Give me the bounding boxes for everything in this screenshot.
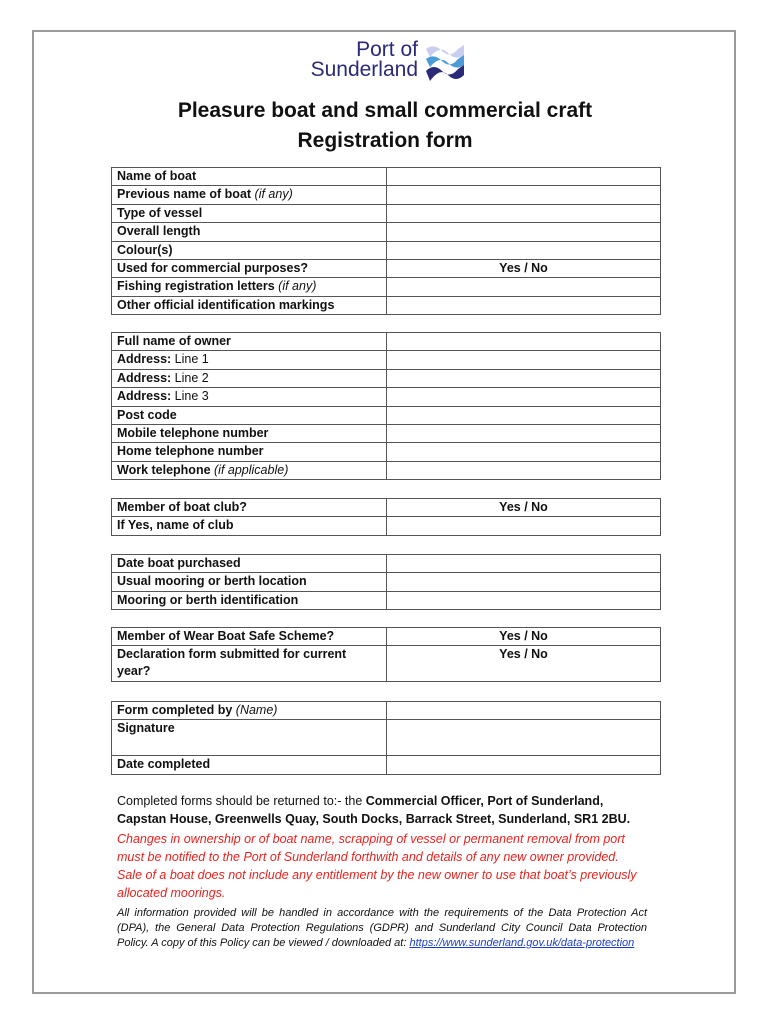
field-value-input[interactable] (387, 756, 661, 774)
field-label (112, 223, 387, 241)
form-row (112, 646, 661, 682)
logo-text (300, 40, 418, 80)
field-label-text: Type of vessel (117, 205, 203, 220)
form-row (112, 406, 661, 424)
field-label-text: Address: (117, 389, 172, 404)
form-row (112, 424, 661, 442)
form-row (112, 369, 661, 387)
field-value-input[interactable] (387, 168, 661, 186)
field-label (112, 186, 387, 204)
form-title (0, 96, 770, 156)
field-value-input[interactable] (387, 204, 661, 222)
form-section-4 (111, 554, 661, 610)
field-label-text: Signature (117, 721, 175, 736)
form-row (112, 259, 661, 277)
form-row (112, 388, 661, 406)
title-line2: Registration form (297, 129, 473, 152)
field-label-text: Colour(s) (117, 242, 173, 257)
field-label (112, 351, 387, 369)
form-row (112, 186, 661, 204)
field-label (112, 573, 387, 591)
field-value-input[interactable]: Yes / No (387, 646, 661, 682)
return-note (117, 792, 647, 828)
field-value-input[interactable] (387, 388, 661, 406)
form-row (112, 296, 661, 314)
field-label (112, 461, 387, 479)
data-protection-note (117, 906, 647, 951)
field-value-input[interactable]: Yes / No (387, 499, 661, 517)
field-value-input[interactable] (387, 223, 661, 241)
return-intro: Completed forms should be returned to:- the (117, 794, 366, 808)
field-label (112, 424, 387, 442)
field-value-input[interactable] (387, 702, 661, 720)
field-value-input[interactable] (387, 278, 661, 296)
form-section-5 (111, 627, 661, 682)
field-value-input[interactable] (387, 406, 661, 424)
field-value-input[interactable] (387, 573, 661, 591)
field-label (112, 517, 387, 535)
field-label-suffix: (if any) (254, 187, 293, 202)
field-label-text: Member of boat club? (117, 500, 247, 514)
form-row (112, 333, 661, 351)
field-value-input[interactable]: Yes / No (387, 628, 661, 646)
form-section-3 (111, 498, 661, 536)
form-row (112, 278, 661, 296)
field-value-input[interactable] (387, 555, 661, 573)
field-value-input[interactable] (387, 296, 661, 314)
wave-logo-icon (424, 43, 466, 85)
field-value-input[interactable] (387, 369, 661, 387)
logo-line1: Port of (356, 38, 418, 61)
field-label-suffix: Line 2 (174, 370, 209, 385)
field-value-input[interactable] (387, 186, 661, 204)
form-row (112, 241, 661, 259)
field-label-suffix: (if any) (278, 279, 317, 294)
field-value-input[interactable] (387, 591, 661, 609)
form-row (112, 573, 661, 591)
form-row (112, 756, 661, 774)
field-label-text: Form completed by (117, 703, 233, 717)
field-label-text: Previous name of boat (117, 187, 252, 202)
form-row (112, 461, 661, 479)
field-label (112, 369, 387, 387)
field-label (112, 333, 387, 351)
form-row (112, 555, 661, 573)
field-value-input[interactable] (387, 351, 661, 369)
field-label-text: Mooring or berth identification (117, 592, 299, 607)
form-row (112, 591, 661, 609)
field-label-text: Mobile telephone number (117, 425, 269, 440)
form-row (112, 517, 661, 535)
field-label (112, 443, 387, 461)
field-label-text: Fishing registration letters (117, 279, 275, 294)
field-label-text: Name of boat (117, 169, 197, 183)
form-section-6 (111, 701, 661, 775)
form-section-1 (111, 167, 661, 315)
field-value-input[interactable] (387, 333, 661, 351)
field-label (112, 388, 387, 406)
field-label-text: Post code (117, 407, 177, 422)
form-row (112, 351, 661, 369)
field-label-text: Declaration form submitted for current year? (117, 647, 347, 679)
field-label-text: Work telephone (117, 462, 211, 477)
form-section-2 (111, 332, 661, 480)
field-value-input[interactable] (387, 517, 661, 535)
form-row (112, 223, 661, 241)
form-row (112, 499, 661, 517)
form-row (112, 628, 661, 646)
form-row (112, 702, 661, 720)
field-label-suffix: (Name) (235, 703, 278, 717)
form-row (112, 168, 661, 186)
field-label (112, 406, 387, 424)
field-label-text: Date completed (117, 757, 211, 772)
field-label (112, 555, 387, 573)
field-label-text: Date boat purchased (117, 556, 241, 570)
field-label-suffix: Line 1 (174, 352, 209, 367)
field-label-suffix: (if applicable) (214, 462, 289, 477)
field-value-input[interactable] (387, 424, 661, 442)
field-label-suffix: Line 3 (174, 389, 209, 404)
field-label-text: If Yes, name of club (117, 518, 234, 533)
field-label (112, 296, 387, 314)
form-row (112, 720, 661, 756)
field-value-input[interactable]: Yes / No (387, 259, 661, 277)
field-label (112, 756, 387, 774)
form-row (112, 204, 661, 222)
field-label-text: Full name of owner (117, 334, 231, 348)
data-protection-text: All information provided will be handled in accordance with the requirements of the Data Protection Act (DPA), the General Data Protection Regulations (GDPR) and Sunderland City Council Data Protection Policy. A copy of this Policy can be viewed / downloaded at: (117, 907, 647, 949)
field-label-text: Overall length (117, 224, 201, 239)
field-label (112, 241, 387, 259)
field-label-text: Home telephone number (117, 444, 264, 459)
field-label-text: Address: (117, 352, 172, 367)
field-label (112, 278, 387, 296)
field-label (112, 720, 387, 756)
field-label (112, 204, 387, 222)
field-label (112, 628, 387, 646)
field-label-text: Member of Wear Boat Safe Scheme? (117, 629, 335, 643)
field-label (112, 499, 387, 517)
field-value-input[interactable] (387, 443, 661, 461)
field-label (112, 591, 387, 609)
field-label-text: Used for commercial purposes? (117, 260, 309, 275)
field-label (112, 168, 387, 186)
title-line1: Pleasure boat and small commercial craft (177, 99, 593, 122)
field-value-input[interactable] (387, 720, 661, 756)
field-label-text: Usual mooring or berth location (117, 574, 307, 589)
field-label (112, 259, 387, 277)
field-label-text: Address: (117, 370, 172, 385)
form-row (112, 443, 661, 461)
field-label (112, 646, 387, 682)
field-value-input[interactable] (387, 241, 661, 259)
field-label (112, 702, 387, 720)
logo-line2: Sunderland (310, 58, 418, 81)
return-address: Commercial Officer, Port of Sunderland, Capstan House, Greenwells Quay, South Docks, Barrack Street, Sunderland, SR1 2BU. (117, 794, 631, 826)
field-value-input[interactable] (387, 461, 661, 479)
data-protection-link[interactable]: https://www.sunderland.gov.uk/data-protection (409, 937, 635, 949)
port-of-sunderland-logo (300, 40, 475, 90)
ownership-warning: Changes in ownership or of boat name, scrapping of vessel or permanent removal from port must be notified to the Port of Sunderland forthwith and details of any new owner provided. Sale of a boat does not include any entitlement by the new owner to use that boat’s previously allocated moorings. (117, 832, 637, 900)
field-label-text: Other official identification markings (117, 297, 335, 312)
